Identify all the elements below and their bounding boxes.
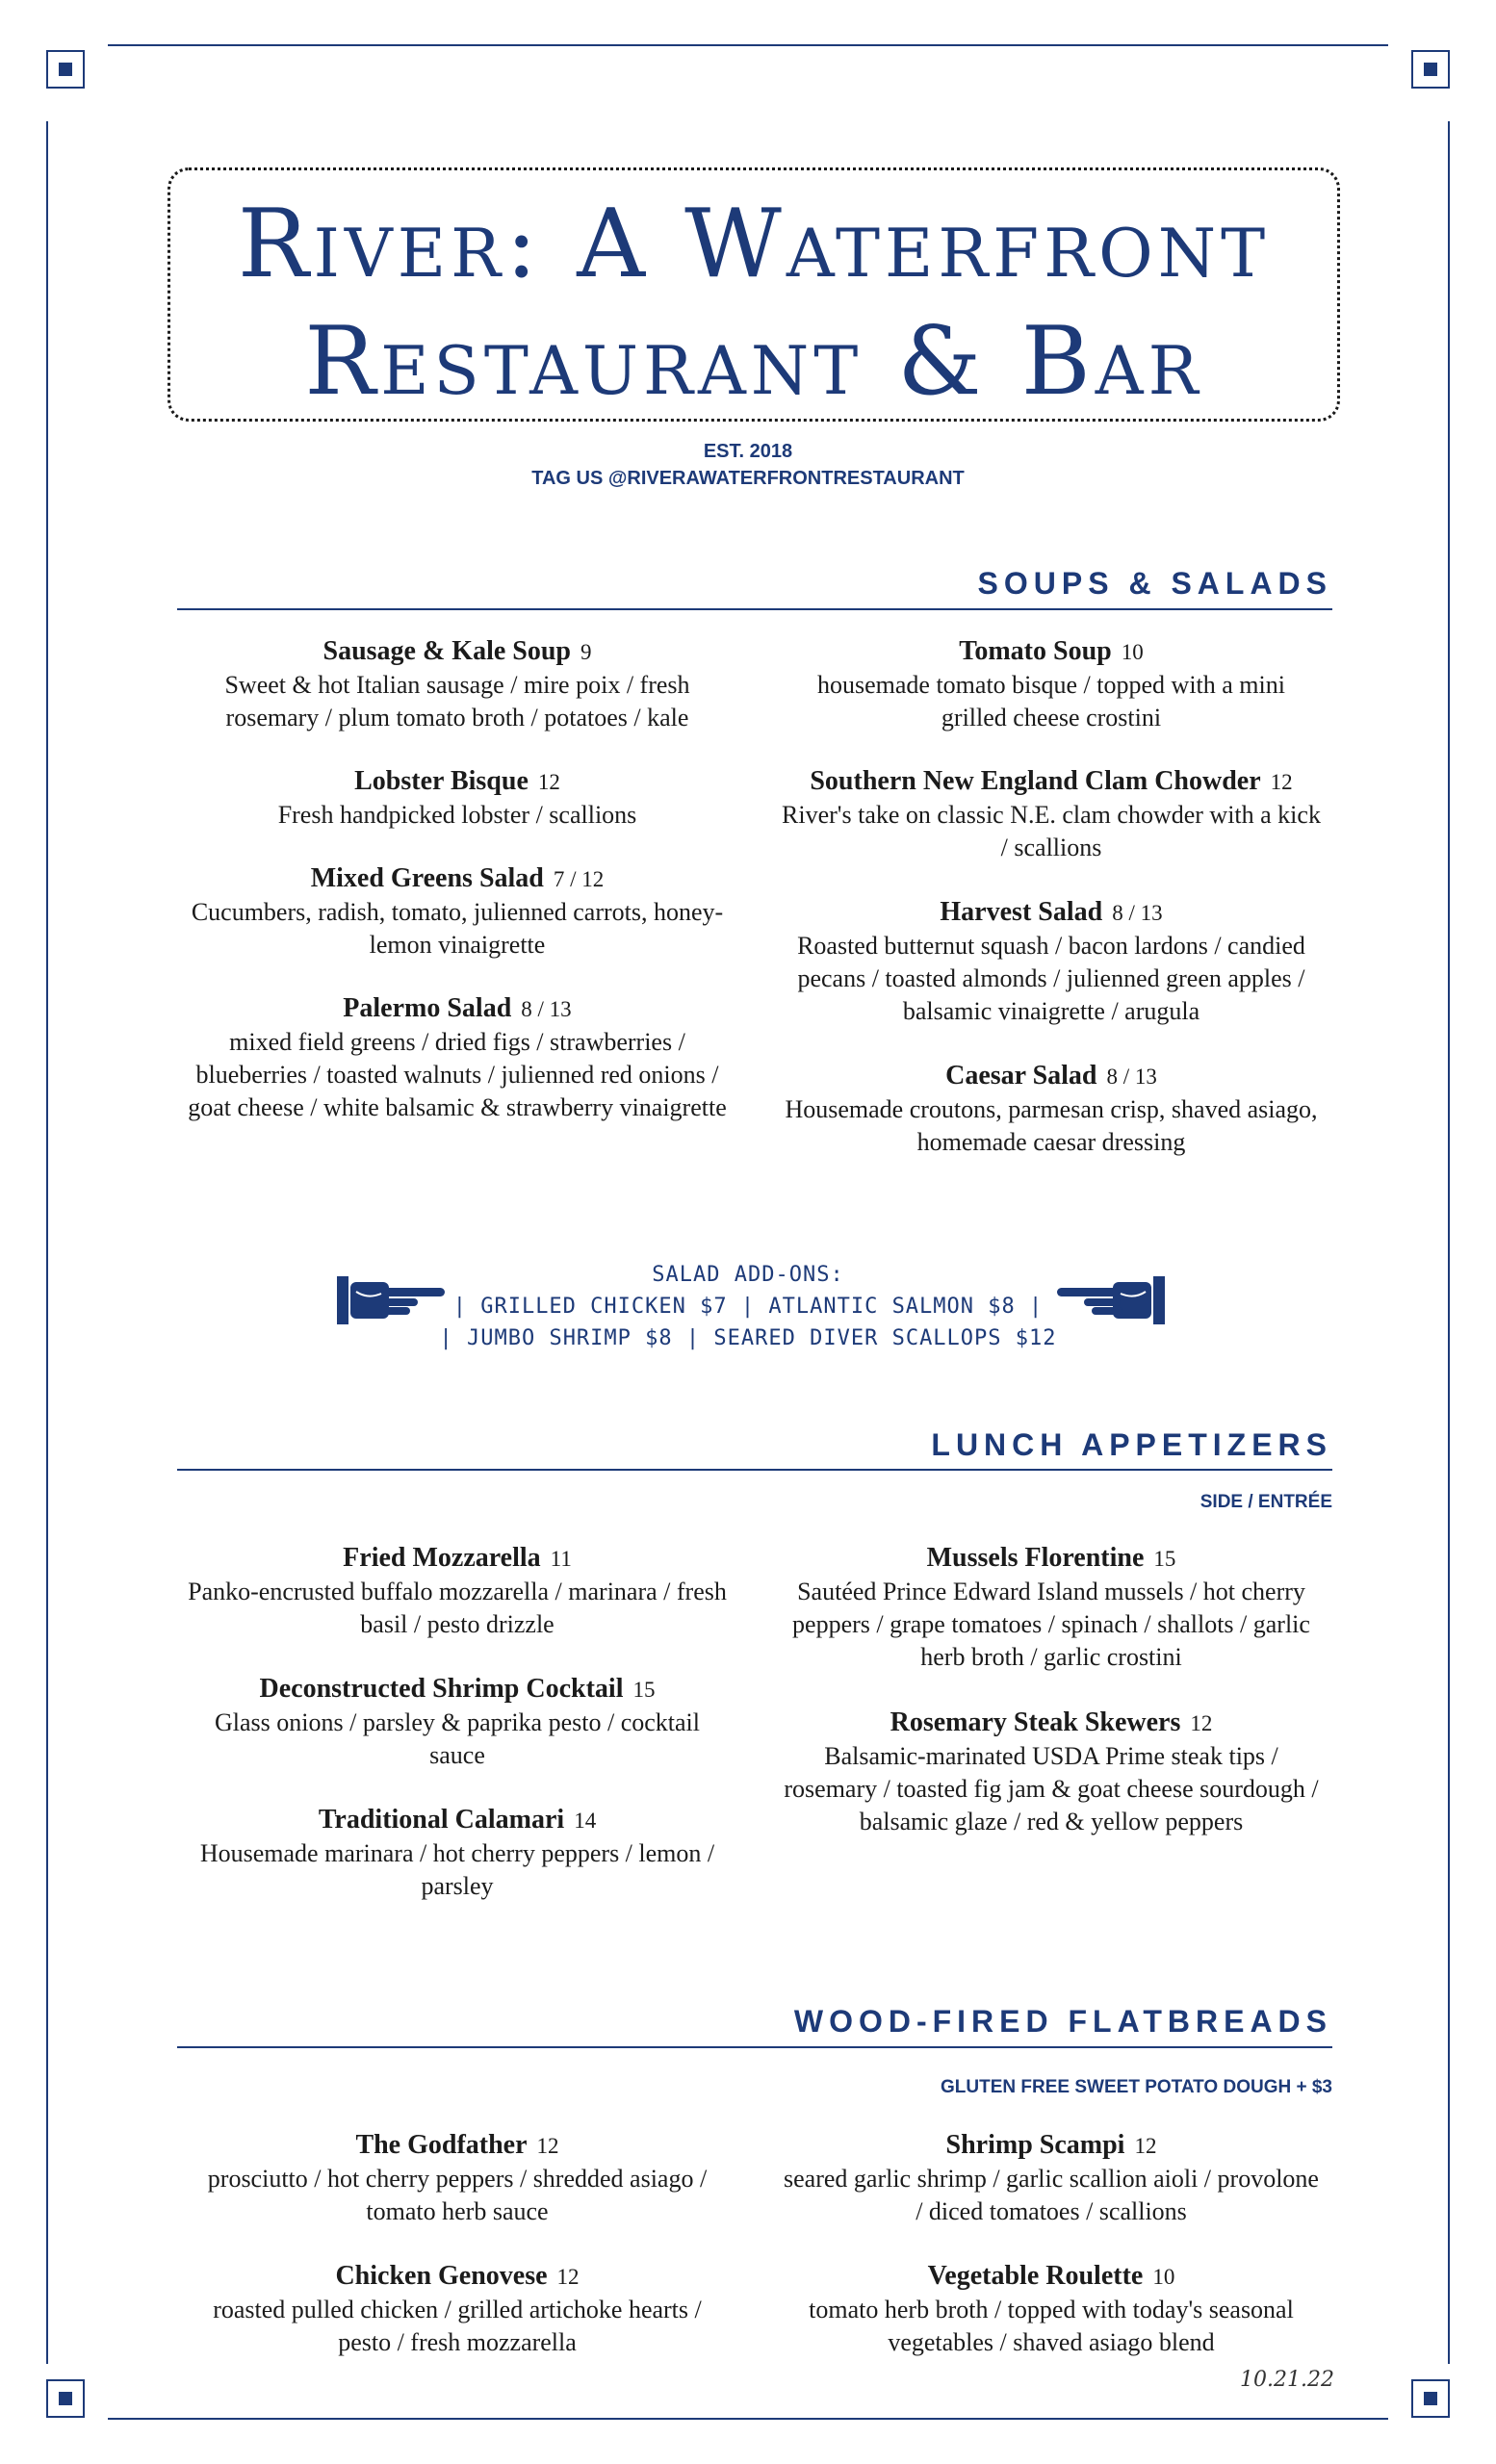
- item-description: Housemade marinara / hot cherry peppers / lemon / parsley: [199, 1839, 715, 1900]
- section-note-side-entree: SIDE / ENTRÉE: [1199, 1492, 1332, 1512]
- frame-top-rule: [108, 44, 1388, 46]
- item-name: Sausage & Kale Soup: [322, 636, 571, 666]
- item-description: prosciutto / hot cherry peppers / shredded asiago / tomato herb sauce: [207, 2165, 708, 2225]
- item-description: River's take on classic N.E. clam chowder with a kick / scallions: [782, 801, 1321, 861]
- item-name: Mussels Florentine: [926, 1543, 1145, 1573]
- item-price: 12: [556, 2265, 580, 2289]
- restaurant-title-line-1: River: A Waterfront: [237, 190, 1271, 299]
- item-price: 15: [1153, 1547, 1176, 1571]
- frame-bottom-rule: [108, 2418, 1388, 2420]
- menu-item: [188, 1673, 727, 1772]
- item-name: Traditional Calamari: [318, 1805, 565, 1835]
- item-name: Harvest Salad: [940, 897, 1103, 927]
- item-name: Southern New England Clam Chowder: [810, 766, 1261, 796]
- item-description: Roasted butternut squash / bacon lardons / candied pecans / toasted almonds / julienned green apples / balsamic vinaigrette / arugula: [797, 932, 1305, 1025]
- item-price: 10: [1121, 640, 1144, 664]
- menu-item: [782, 1060, 1321, 1159]
- corner-ornament-top-left: [46, 50, 85, 89]
- item-name: Chicken Genovese: [335, 2261, 548, 2291]
- menu-item: [188, 635, 727, 734]
- item-price: 8 / 13: [1112, 901, 1163, 925]
- item-price: 12: [1134, 2134, 1157, 2158]
- item-description: roasted pulled chicken / grilled artichoke hearts / pesto / fresh mozzarella: [213, 2296, 702, 2356]
- item-name: Caesar Salad: [945, 1061, 1097, 1091]
- item-price: 12: [1190, 1711, 1213, 1735]
- item-price: 8 / 13: [1106, 1065, 1157, 1089]
- item-description: seared garlic shrimp / garlic scallion aioli / provolone / diced tomatoes / scallions: [784, 2165, 1319, 2225]
- section-title-lunch-appetizers: LUNCH APPETIZERS: [931, 1427, 1332, 1462]
- salad-addons: [404, 1259, 1092, 1354]
- section-title-flatbreads: WOOD-FIRED FLATBREADS: [793, 2004, 1332, 2039]
- item-description: Balsamic-marinated USDA Prime steak tips / rosemary / toasted fig jam & goat cheese sourdough / balsamic glaze / red & yellow peppers: [784, 1742, 1319, 1835]
- item-price: 12: [536, 2134, 559, 2158]
- item-name: Vegetable Roulette: [927, 2261, 1144, 2291]
- menu-item: [782, 1707, 1321, 1838]
- section-rule-lunch-appetizers: [177, 1469, 1332, 1471]
- item-name: Fried Mozzarella: [343, 1543, 541, 1573]
- item-name: Lobster Bisque: [354, 766, 529, 796]
- item-description: mixed field greens / dried figs / strawberries / blueberries / toasted walnuts / julienned red onions / goat cheese / white balsamic & strawberry vinaigrette: [188, 1028, 727, 1121]
- item-name: Tomato Soup: [959, 636, 1112, 666]
- item-description: Sautéed Prince Edward Island mussels / hot cherry peppers / grape tomatoes / spinach / shallots / garlic herb broth / garlic crostini: [792, 1578, 1310, 1671]
- pointing-hand-icon: [1051, 1270, 1167, 1330]
- section-title-soups-salads: SOUPS & SALADS: [977, 566, 1332, 601]
- menu-item: [188, 1804, 727, 1903]
- menu-item: [782, 765, 1321, 864]
- addons-line: | GRILLED CHICKEN $7 | ATLANTIC SALMON $8 |: [452, 1295, 1044, 1319]
- item-name: Deconstructed Shrimp Cocktail: [259, 1674, 624, 1704]
- menu-item: [188, 2260, 727, 2359]
- corner-ornament-bottom-left: [46, 2379, 85, 2418]
- item-name: The Godfather: [355, 2130, 528, 2160]
- item-description: Housemade croutons, parmesan crisp, shaved asiago, homemade caesar dressing: [785, 1095, 1318, 1156]
- item-description: Panko-encrusted buffalo mozzarella / marinara / fresh basil / pesto drizzle: [188, 1578, 727, 1638]
- tag-us-text: TAG US @RIVERAWATERFRONTRESTAURANT: [531, 468, 965, 489]
- menu-item: [782, 896, 1321, 1028]
- item-price: 9: [580, 640, 592, 664]
- menu-item: [782, 2260, 1321, 2359]
- item-description: Cucumbers, radish, tomato, julienned carrots, honey-lemon vinaigrette: [191, 898, 724, 959]
- corner-ornament-top-right: [1411, 50, 1450, 89]
- item-description: housemade tomato bisque / topped with a mini grilled cheese crostini: [817, 671, 1285, 732]
- item-price: 10: [1152, 2265, 1175, 2289]
- menu-item: [188, 2129, 727, 2228]
- addons-heading: SALAD ADD-ONS:: [652, 1263, 844, 1287]
- item-price: 7 / 12: [553, 867, 605, 891]
- item-name: Mixed Greens Salad: [310, 863, 544, 893]
- established-text: EST. 2018: [703, 441, 793, 462]
- item-name: Rosemary Steak Skewers: [890, 1707, 1181, 1737]
- addons-line: | JUMBO SHRIMP $8 | SEARED DIVER SCALLOPS $12: [439, 1326, 1057, 1350]
- menu-item: [188, 765, 727, 832]
- menu-item: [782, 635, 1321, 734]
- section-note-gluten-free: GLUTEN FREE SWEET POTATO DOUGH + $3: [941, 2077, 1332, 2097]
- item-name: Palermo Salad: [343, 993, 512, 1023]
- item-price: 15: [632, 1678, 656, 1702]
- item-price: 8 / 13: [521, 997, 572, 1021]
- item-description: tomato herb broth / topped with today's seasonal vegetables / shaved asiago blend: [809, 2296, 1294, 2356]
- menu-date: 10.21.22: [1240, 2368, 1334, 2392]
- item-price: 12: [537, 770, 560, 794]
- item-description: Fresh handpicked lobster / scallions: [277, 801, 637, 829]
- menu-item: [782, 1542, 1321, 1674]
- item-price: 11: [550, 1547, 572, 1571]
- item-price: 14: [574, 1809, 597, 1833]
- menu-item: [188, 992, 727, 1124]
- item-description: Sweet & hot Italian sausage / mire poix / fresh rosemary / plum tomato broth / potatoes / kale: [224, 671, 690, 732]
- restaurant-title-line-2: Restaurant & Bar: [304, 307, 1203, 417]
- restaurant-title-box: [168, 167, 1340, 422]
- item-description: Glass onions / parsley & paprika pesto / cocktail sauce: [214, 1708, 700, 1769]
- menu-item: [188, 862, 727, 962]
- menu-item: [188, 1542, 727, 1641]
- menu-item: [782, 2129, 1321, 2228]
- item-price: 12: [1270, 770, 1293, 794]
- section-rule-soups-salads: [177, 608, 1332, 610]
- corner-ornament-bottom-right: [1411, 2379, 1450, 2418]
- item-name: Shrimp Scampi: [945, 2130, 1125, 2160]
- section-rule-flatbreads: [177, 2046, 1332, 2048]
